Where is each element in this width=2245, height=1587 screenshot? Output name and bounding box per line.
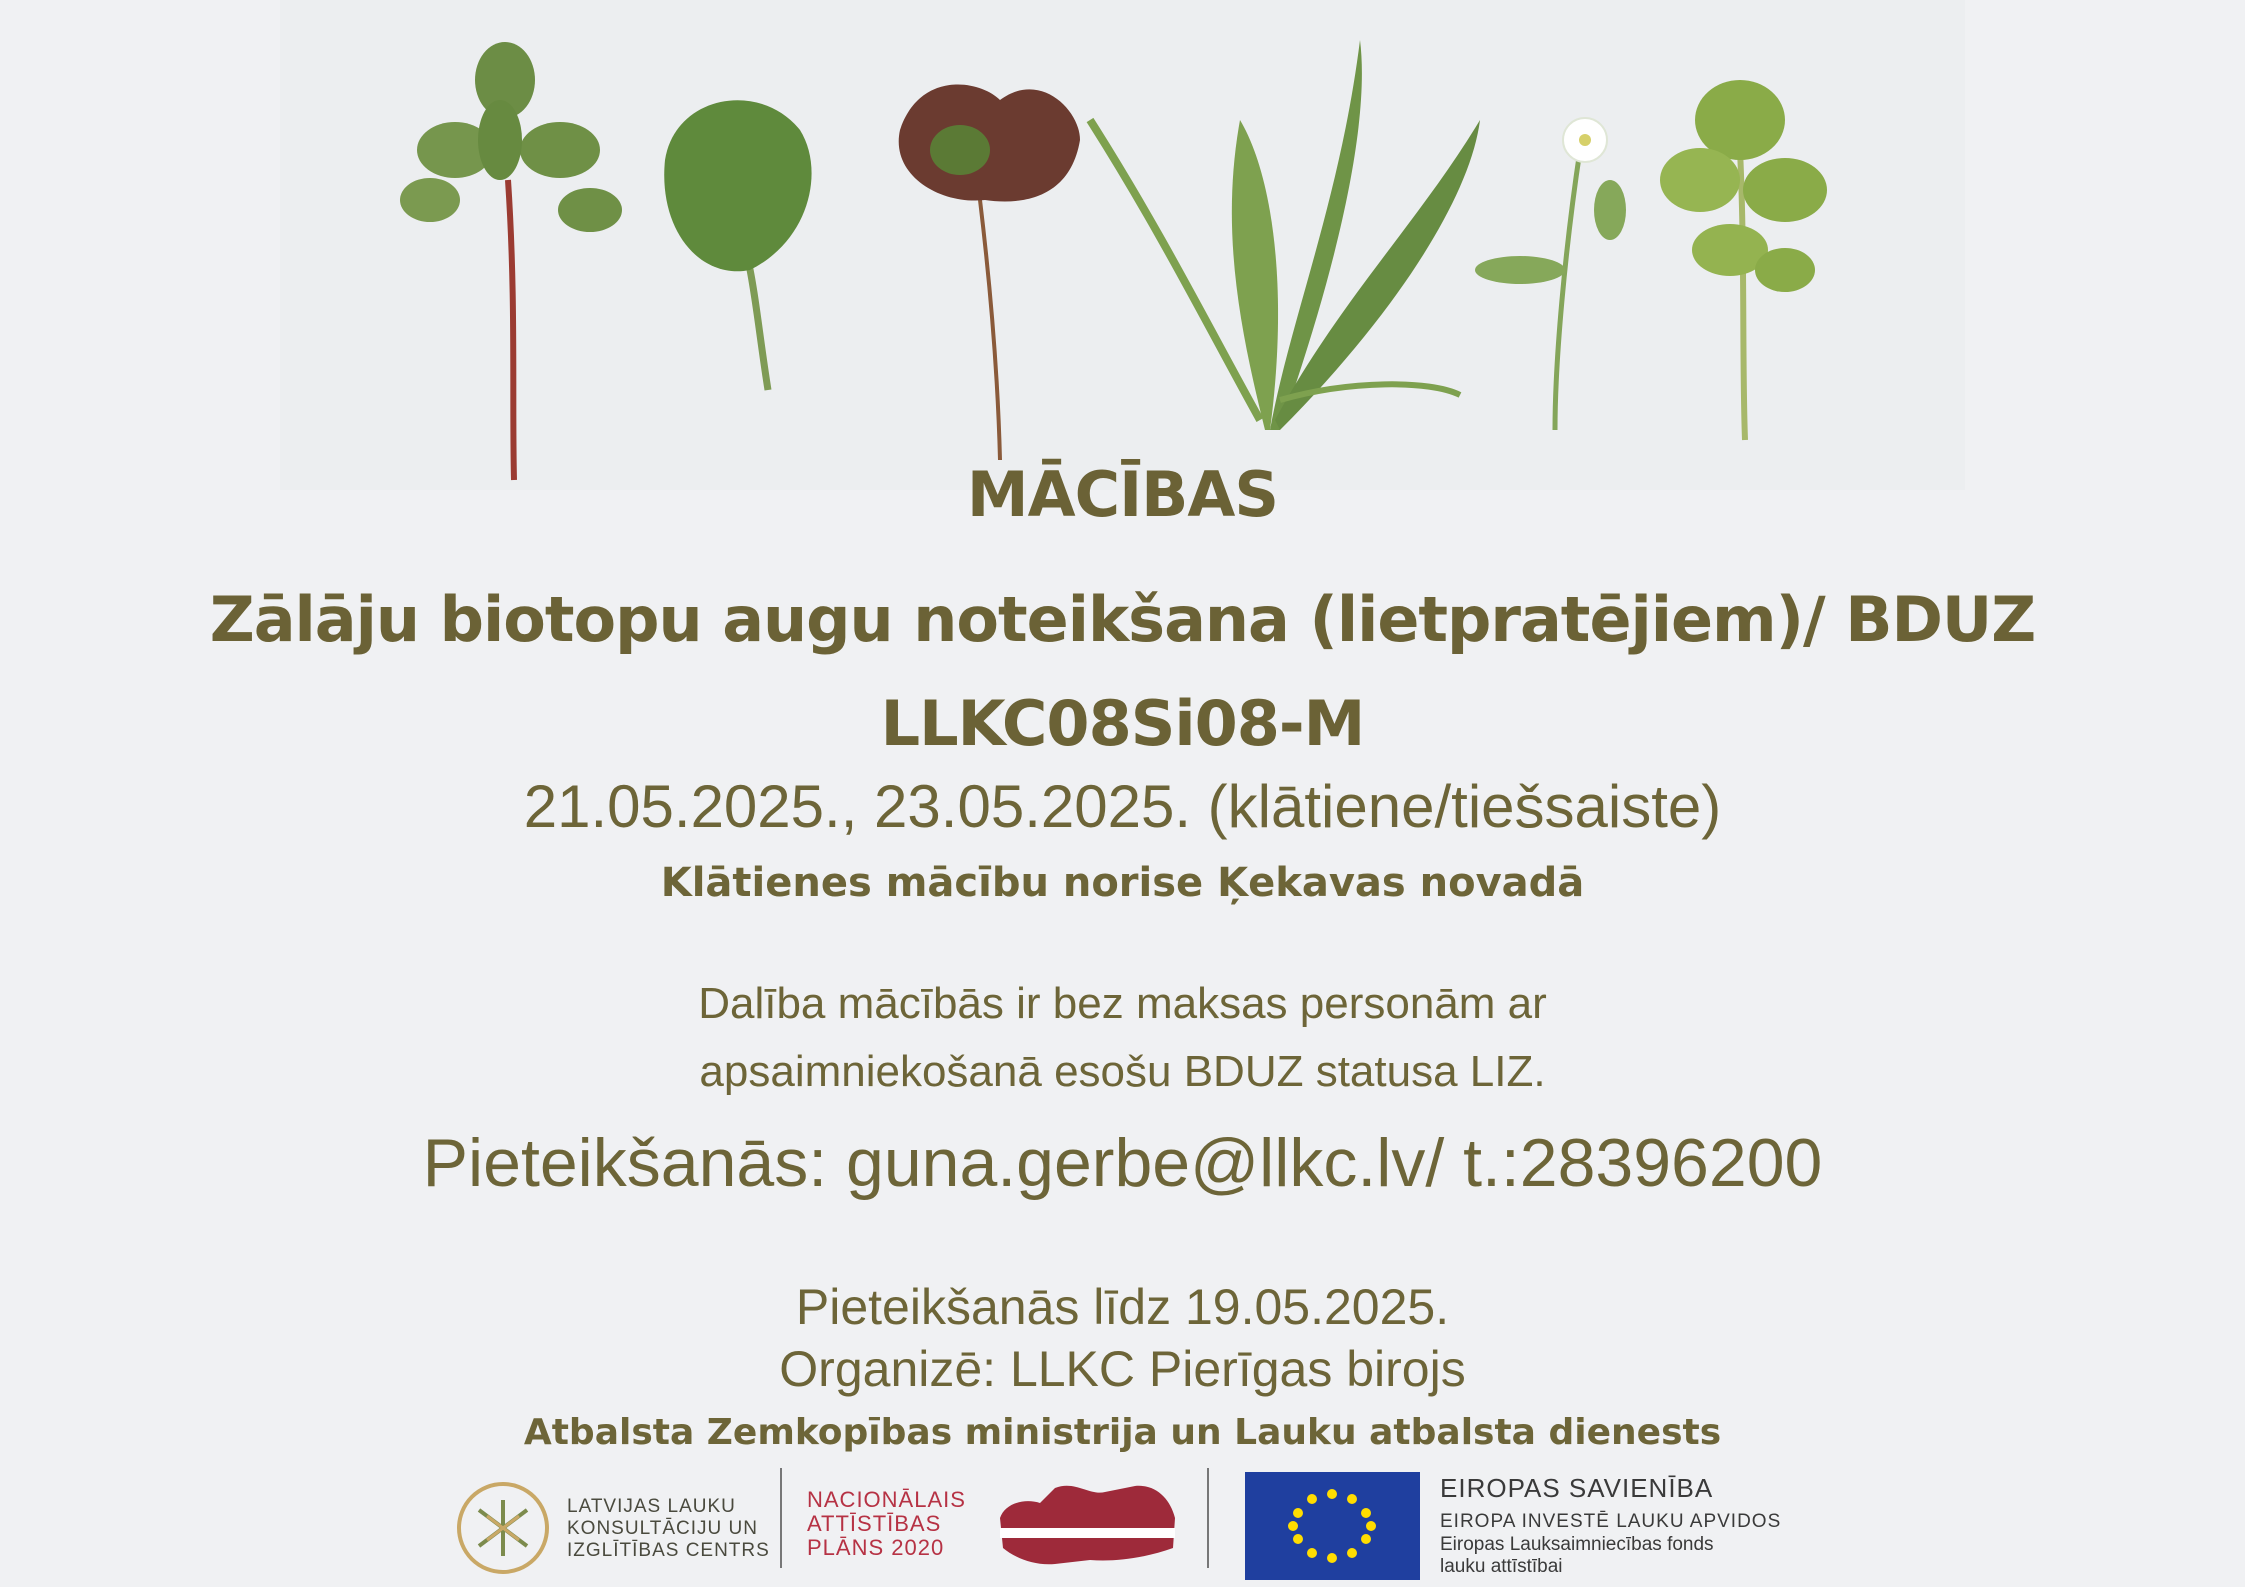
plant-1-illustration: [400, 42, 622, 480]
logo-divider: [780, 1468, 782, 1568]
heading-kicker: MĀCĪBAS: [966, 458, 1279, 531]
participation-line1: Dalība mācībās ir bez maksas personām ar: [698, 979, 1547, 1028]
plant-4-illustration: [1090, 40, 1480, 430]
nap-line1: NACIONĀLAIS: [807, 1487, 966, 1512]
eu-line2: Eiropas Lauksaimniecības fonds: [1440, 1534, 1714, 1555]
eu-flag-icon: [1245, 1472, 1420, 1580]
organizer: Organizē: LLKC Pierīgas birojs: [779, 1341, 1466, 1397]
course-title: [0, 568, 2245, 776]
course-dates: 21.05.2025., 23.05.2025. (klātiene/tiešsaiste): [523, 773, 1722, 840]
registration-details: [0, 1276, 2245, 1400]
nap-line2: ATTĪSTĪBAS: [807, 1511, 942, 1536]
llkc-line3: IZGLĪTĪBAS CENTRS: [567, 1540, 770, 1561]
registration-deadline: Pieteikšanās līdz 19.05.2025.: [795, 1279, 1450, 1335]
participation-line2: apsaimniekošanā esošu BDUZ statusa LIZ.: [699, 1047, 1546, 1096]
course-title-line1: Zālāju biotopu augu noteikšana (lietpratējiem)/ BDUZ: [209, 583, 2036, 656]
llkc-name: [567, 1496, 770, 1562]
plant-2-illustration: [664, 100, 811, 390]
eu-text: [1440, 1472, 1781, 1578]
logo-divider: [1207, 1468, 1209, 1568]
eu-line1: EIROPA INVESTĒ LAUKU APVIDOS: [1440, 1511, 1782, 1532]
course-location: Klātienes mācību norise Ķekavas novadā: [660, 860, 1585, 906]
course-code: LLKC08Si08-M: [880, 687, 1365, 760]
plant-specimens-photo: [280, 0, 1965, 490]
eu-title: EIROPAS SAVIENĪBA: [1440, 1473, 1714, 1503]
llkc-line2: KONSULTĀCIJU UN: [567, 1518, 758, 1539]
participation-info: [0, 970, 2245, 1106]
plant-6-illustration: [1660, 80, 1827, 440]
latvia-map-icon: [995, 1478, 1180, 1568]
nap-line3: PLĀNS 2020: [807, 1535, 945, 1560]
support-statement: Atbalsta Zemkopības ministrija un Lauku atbalsta dienests: [523, 1412, 1722, 1453]
registration-contact: Pieteikšanās: guna.gerbe@llkc.lv/ t.:28396200: [422, 1125, 1823, 1201]
eu-line3: lauku attīstībai: [1440, 1556, 1563, 1577]
nap-logo-text: [807, 1488, 977, 1560]
sponsor-logos: [455, 1468, 1795, 1580]
llkc-line1: LATVIJAS LAUKU: [567, 1496, 736, 1517]
plant-5-illustration: [1475, 118, 1626, 430]
plant-3-illustration: [899, 85, 1080, 460]
llkc-emblem-icon: [457, 1482, 549, 1574]
llkc-logo: [455, 1468, 770, 1580]
